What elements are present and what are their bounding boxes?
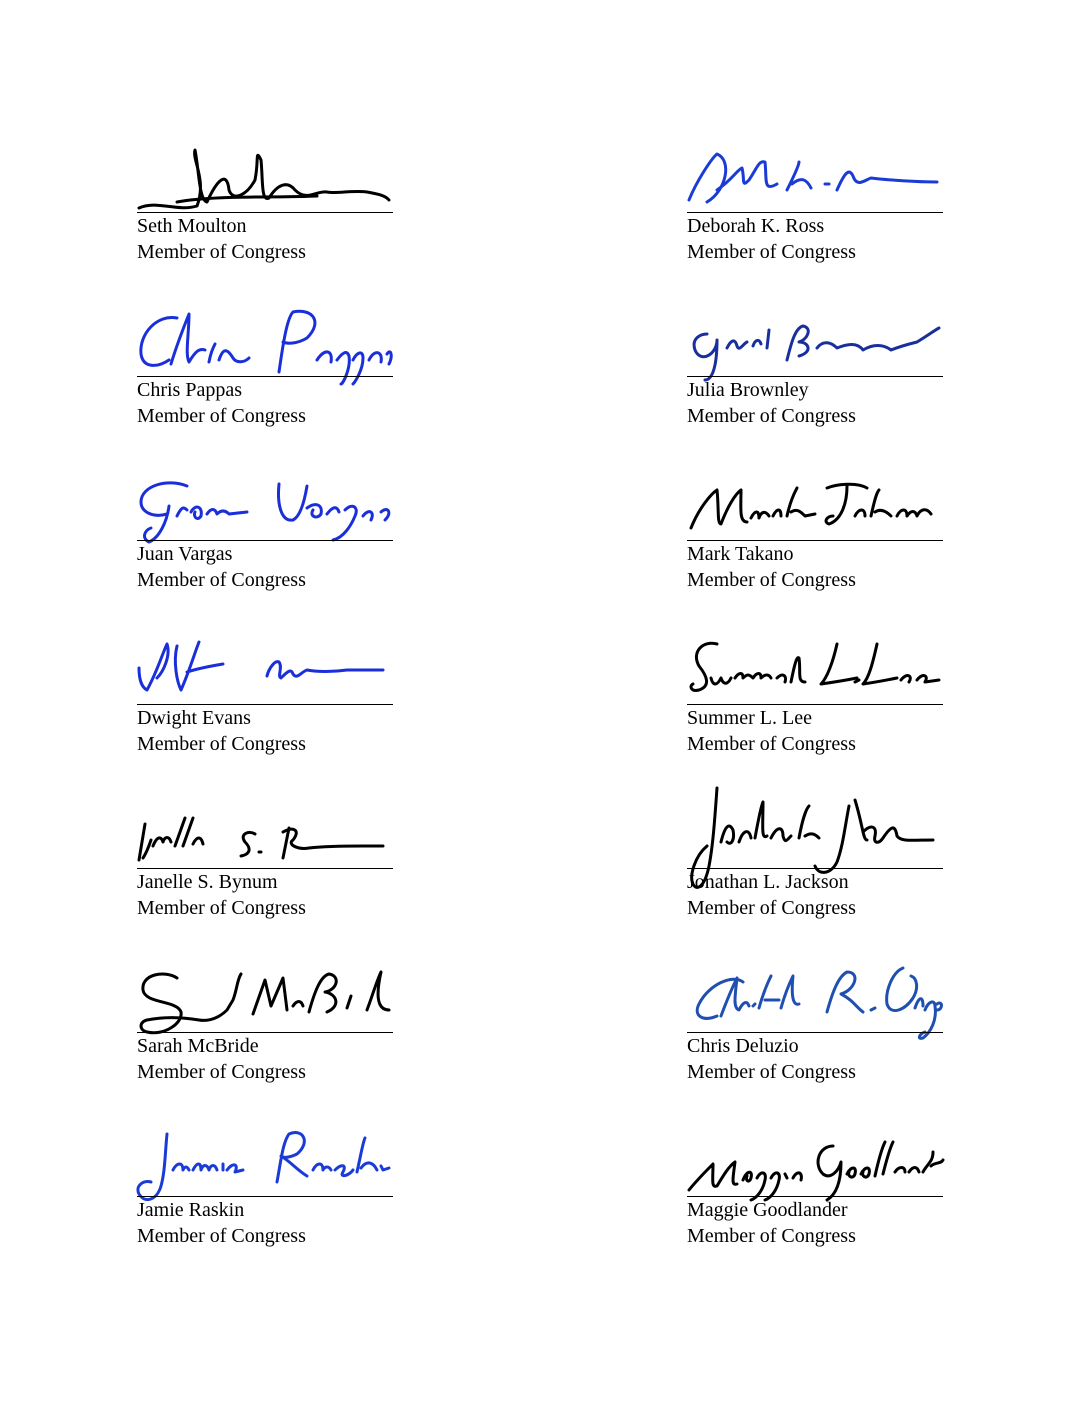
signature-block xyxy=(687,960,943,1092)
signer-name: Julia Brownley xyxy=(687,379,809,401)
signature-line xyxy=(137,212,393,213)
signature-line xyxy=(687,1032,943,1033)
handwritten-signature xyxy=(687,796,943,870)
signature-block xyxy=(137,632,393,764)
signature-line xyxy=(687,540,943,541)
signature-line xyxy=(687,212,943,213)
signature-block xyxy=(687,632,943,764)
handwritten-signature xyxy=(137,304,393,378)
signer-name: Janelle S. Bynum xyxy=(137,871,278,893)
signature-line xyxy=(137,868,393,869)
signature-block xyxy=(137,796,393,928)
signer-title: Member of Congress xyxy=(687,569,856,591)
signature-line xyxy=(687,704,943,705)
handwritten-signature xyxy=(687,960,943,1034)
signer-name: Mark Takano xyxy=(687,543,794,565)
signature-block xyxy=(687,468,943,600)
signature-block xyxy=(687,140,943,272)
handwritten-signature xyxy=(687,1124,943,1198)
signature-line xyxy=(687,1196,943,1197)
signer-title: Member of Congress xyxy=(687,1061,856,1083)
signature-block xyxy=(687,796,943,928)
signer-name: Deborah K. Ross xyxy=(687,215,825,237)
signer-title: Member of Congress xyxy=(137,405,306,427)
signer-title: Member of Congress xyxy=(137,1061,306,1083)
handwritten-signature xyxy=(687,632,943,706)
signature-block xyxy=(137,960,393,1092)
signature-line xyxy=(687,868,943,869)
signer-name: Sarah McBride xyxy=(137,1035,259,1057)
signature-line xyxy=(137,704,393,705)
signer-name: Juan Vargas xyxy=(137,543,233,565)
signer-title: Member of Congress xyxy=(687,897,856,919)
signer-name: Maggie Goodlander xyxy=(687,1199,848,1221)
signature-line xyxy=(137,540,393,541)
signature-block xyxy=(687,1124,943,1256)
signer-title: Member of Congress xyxy=(137,897,306,919)
signer-title: Member of Congress xyxy=(687,241,856,263)
signer-name: Jonathan L. Jackson xyxy=(687,871,849,893)
signer-name: Seth Moulton xyxy=(137,215,247,237)
signature-block xyxy=(137,1124,393,1256)
signature-line xyxy=(137,376,393,377)
handwritten-signature xyxy=(137,960,393,1034)
signer-title: Member of Congress xyxy=(137,1225,306,1247)
signer-name: Dwight Evans xyxy=(137,707,251,729)
signer-title: Member of Congress xyxy=(137,733,306,755)
signature-line xyxy=(137,1032,393,1033)
signature-block xyxy=(137,304,393,436)
signature-block xyxy=(137,140,393,272)
signer-name: Summer L. Lee xyxy=(687,707,812,729)
handwritten-signature xyxy=(137,468,393,542)
handwritten-signature xyxy=(137,140,393,214)
signer-name: Chris Pappas xyxy=(137,379,242,401)
signer-title: Member of Congress xyxy=(687,733,856,755)
signature-line xyxy=(687,376,943,377)
signer-title: Member of Congress xyxy=(687,1225,856,1247)
signer-name: Jamie Raskin xyxy=(137,1199,245,1221)
signer-title: Member of Congress xyxy=(687,405,856,427)
handwritten-signature xyxy=(687,140,943,214)
signature-line xyxy=(137,1196,393,1197)
signature-block xyxy=(687,304,943,436)
handwritten-signature xyxy=(137,796,393,870)
handwritten-signature xyxy=(687,468,943,542)
signer-name: Chris Deluzio xyxy=(687,1035,799,1057)
handwritten-signature xyxy=(137,632,393,706)
signer-title: Member of Congress xyxy=(137,569,306,591)
signature-block xyxy=(137,468,393,600)
signer-title: Member of Congress xyxy=(137,241,306,263)
handwritten-signature xyxy=(137,1124,393,1198)
handwritten-signature xyxy=(687,304,943,378)
